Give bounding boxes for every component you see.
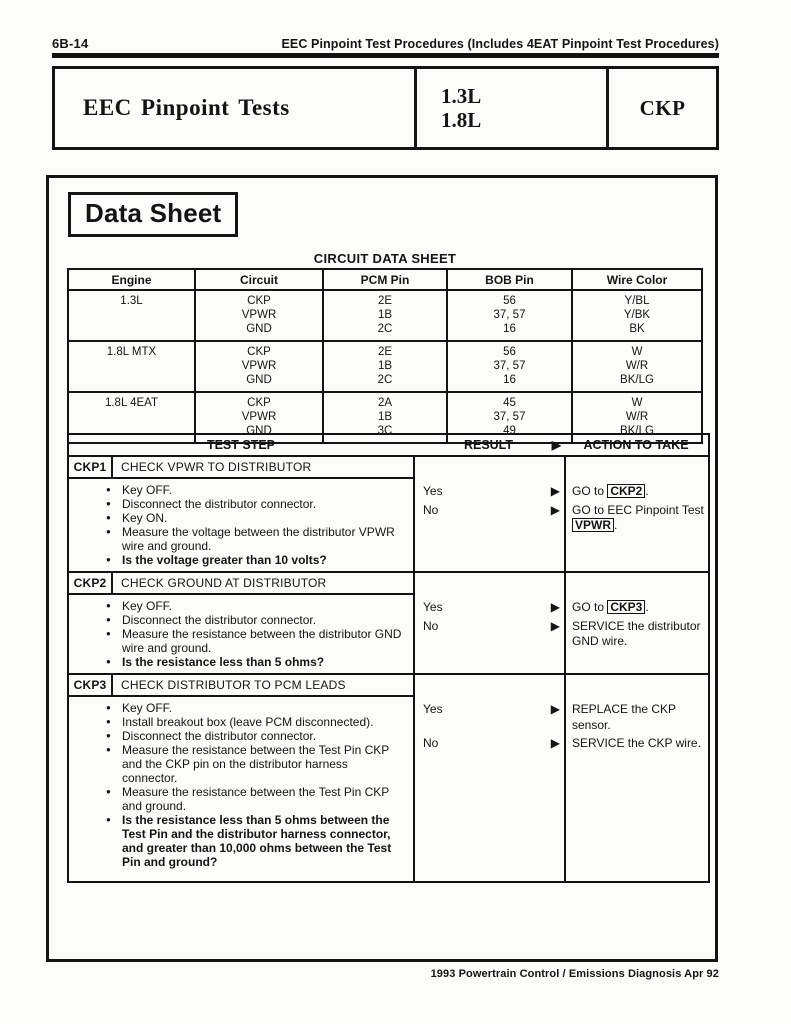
circuit-value: GND: [246, 374, 272, 386]
test-step-text: Disconnect the distributor connector.: [122, 613, 317, 627]
engine-cell: [69, 342, 196, 391]
bob-pin-value: 56: [503, 346, 516, 358]
result-cell: [413, 702, 564, 733]
test-step-item: [69, 743, 405, 785]
result-action-area: [413, 675, 708, 881]
action-column-header: ACTION TO TAKE: [583, 438, 689, 452]
wire-color-cell: [573, 291, 701, 340]
engine-value: 1.3L: [120, 295, 143, 307]
bullet-icon: ●: [106, 629, 111, 638]
action-cell: [564, 503, 708, 534]
test-step-text: Install breakout box (leave PCM disconnected).: [122, 715, 374, 729]
action-cell: [564, 600, 708, 616]
pcm-pin-cell: [324, 342, 448, 391]
wire-color-value: W/R: [625, 360, 649, 372]
bob-pin-cell: [448, 342, 573, 391]
bullet-icon: ●: [106, 499, 111, 508]
test-step-item: [69, 655, 405, 669]
test-step-text: Key OFF.: [122, 483, 173, 497]
circuit-value: GND: [246, 323, 272, 335]
test-step-heading: [69, 457, 413, 479]
test-table-body: [69, 457, 708, 881]
pcm-pin-value: 3C: [377, 425, 393, 437]
page-header: [52, 36, 719, 51]
circuit-column-header: Wire Color: [606, 273, 668, 287]
bullet-icon: ●: [106, 513, 111, 522]
bullet-icon: ●: [106, 815, 111, 824]
test-step-text: Is the resistance less than 5 ohms between the Test Pin and the distributor harness connector, and greater than 10,000 ohms between the Test Pin and ground?: [122, 813, 392, 869]
wire-color-value: W: [631, 346, 643, 358]
test-section-ckp3: [69, 675, 708, 881]
action-text: .: [645, 600, 649, 614]
header-rule: [52, 53, 719, 58]
circuit-table-header-row: [69, 270, 701, 291]
wire-color-value: BK/LG: [620, 425, 654, 437]
outcome-row: [413, 503, 708, 534]
test-step-item: [69, 627, 405, 655]
test-step-text: Disconnect the distributor connector.: [122, 497, 317, 511]
test-step-heading: [69, 675, 413, 697]
outcome-row: [413, 736, 708, 752]
result-cell: [413, 736, 564, 752]
test-step-cell: [69, 457, 413, 571]
wire-color-value: BK: [629, 323, 645, 335]
test-step-text: Is the voltage greater than 10 volts?: [122, 553, 327, 567]
bullet-icon: ●: [106, 615, 111, 624]
test-step-text: Measure the resistance between the Test Pin CKP and ground.: [122, 785, 390, 813]
pcm-pin-value: 1B: [377, 309, 393, 321]
test-step-title: CHECK GROUND AT DISTRIBUTOR: [121, 576, 327, 590]
result-column-header-label: RESULT: [463, 438, 514, 452]
result-answer: Yes: [423, 600, 443, 614]
engine-label: 1.3L: [441, 84, 482, 108]
circuit-column-header: PCM Pin: [324, 270, 448, 289]
page-footer: 1993 Powertrain Control / Emissions Diagnosis Apr 92: [430, 968, 719, 980]
engine-list: [417, 69, 609, 147]
test-step-item: [69, 497, 405, 511]
engine-label: 1.8L: [441, 108, 482, 132]
engine-value: 1.8L 4EAT: [104, 397, 159, 409]
circuit-value: CKP: [247, 295, 271, 307]
test-step-table: [67, 433, 710, 883]
action-text: GO to EEC Pinpoint Test: [572, 502, 704, 517]
pcm-pin-cell: [324, 291, 448, 340]
pcm-pin-value: 2C: [377, 323, 393, 335]
circuit-value: VPWR: [241, 360, 277, 372]
test-step-text: Key OFF.: [122, 599, 173, 613]
test-step-cell: [69, 573, 413, 673]
test-step-heading: [69, 573, 413, 595]
test-step-item: [69, 553, 405, 567]
bob-pin-value: 56: [503, 295, 516, 307]
result-answer: Yes: [423, 702, 443, 716]
bob-pin-value: 45: [503, 397, 516, 409]
result-action-area: [413, 573, 708, 673]
wire-color-value: BK/LG: [620, 374, 654, 386]
data-sheet-panel: [46, 175, 718, 962]
circuit-cell: [196, 342, 324, 391]
test-step-item: [69, 715, 405, 729]
test-reference-box: CKP2: [607, 484, 645, 498]
outcome-row: [413, 600, 708, 616]
bob-pin-value: 16: [503, 374, 516, 386]
test-step-item: [69, 813, 405, 869]
test-step-text: Measure the resistance between the Test Pin CKP and the CKP pin on the distributor harness connector.: [122, 743, 390, 785]
result-arrow-icon: ▶: [550, 736, 560, 750]
circuit-value: CKP: [247, 346, 271, 358]
action-text: GO to: [572, 600, 608, 614]
test-section-ckp1: [69, 457, 708, 573]
result-arrow-icon: ▶: [551, 438, 561, 452]
wire-color-value: Y/BL: [624, 295, 650, 307]
test-step-column-header: TEST STEP: [206, 438, 276, 452]
pcm-pin-value: 2A: [377, 397, 393, 409]
bullet-icon: ●: [106, 555, 111, 564]
test-step-cell: [69, 675, 413, 881]
circuit-table-body: [69, 291, 701, 442]
test-step-item: [69, 785, 405, 813]
circuit-value: CKP: [247, 397, 271, 409]
result-column-header: [413, 435, 564, 455]
action-text: .: [614, 518, 618, 532]
action-cell: [564, 702, 708, 733]
circuit-data-table: [67, 268, 703, 444]
test-step-text: Measure the voltage between the distributor VPWR wire and ground.: [122, 525, 395, 553]
page-number: 6B-14: [52, 36, 89, 51]
test-step-item: [69, 511, 405, 525]
test-step-item: [69, 729, 405, 743]
bob-pin-value: 37, 57: [493, 360, 526, 372]
bullet-icon: ●: [106, 787, 111, 796]
circuit-value: VPWR: [241, 309, 277, 321]
bob-pin-cell: [448, 291, 573, 340]
bullet-icon: ●: [106, 731, 111, 740]
data-sheet-heading-label: Data Sheet: [85, 198, 222, 228]
test-step-text: Measure the resistance between the distributor GND wire and ground.: [122, 627, 402, 655]
pcm-pin-value: 1B: [377, 411, 393, 423]
result-arrow-icon: ▶: [550, 600, 560, 614]
test-step-bullet-list: [69, 697, 413, 873]
test-code: CKP: [639, 95, 686, 120]
circuit-column-header: Engine: [69, 270, 196, 289]
pinpoint-title-box: [52, 66, 719, 150]
result-answer: Yes: [423, 484, 443, 498]
engine-value: 1.8L MTX: [106, 346, 157, 358]
bob-pin-value: 37, 57: [493, 411, 526, 423]
bob-pin-value: 16: [503, 323, 516, 335]
bullet-icon: ●: [106, 527, 111, 536]
action-cell: [564, 736, 708, 752]
wire-color-value: W/R: [625, 411, 649, 423]
result-answer: No: [423, 502, 439, 517]
bob-pin-value: 49: [503, 425, 516, 437]
test-step-text: Key ON.: [122, 511, 168, 525]
action-cell: [564, 619, 708, 650]
test-reference-box: CKP3: [607, 600, 645, 614]
wire-color-cell: [573, 342, 701, 391]
test-reference-box: VPWR: [572, 518, 614, 532]
result-arrow-icon: ▶: [550, 702, 560, 716]
test-group-title: EEC Pinpoint Tests: [55, 69, 417, 147]
data-sheet-heading: [68, 192, 238, 237]
action-text: SERVICE the CKP wire.: [572, 736, 701, 750]
outcome-row: [413, 484, 708, 500]
circuit-column-header: BOB Pin: [448, 270, 573, 289]
pcm-pin-value: 2E: [377, 295, 393, 307]
circuit-table-title: CIRCUIT DATA SHEET: [313, 251, 457, 266]
test-step-item: [69, 483, 405, 497]
action-cell: [564, 484, 708, 500]
outcome-row: [413, 702, 708, 733]
test-step-id: CKP3: [69, 675, 113, 695]
outcome-row: [413, 619, 708, 650]
test-step-item: [69, 525, 405, 553]
result-arrow-icon: ▶: [550, 484, 560, 498]
test-step-text: Disconnect the distributor connector.: [122, 729, 317, 743]
test-step-item: [69, 613, 405, 627]
wire-color-value: Y/BK: [623, 309, 651, 321]
action-text: REPLACE the CKP sensor.: [572, 702, 676, 732]
result-cell: [413, 503, 564, 534]
result-cell: [413, 619, 564, 650]
result-answer: No: [423, 618, 439, 633]
result-answer: No: [423, 736, 439, 750]
test-step-bullet-list: [69, 479, 413, 571]
circuit-value: VPWR: [241, 411, 277, 423]
test-step-id: CKP1: [69, 457, 113, 477]
pcm-pin-value: 2E: [377, 346, 393, 358]
test-section-ckp2: [69, 573, 708, 675]
test-table-header-row: [69, 435, 708, 457]
wire-color-value: W: [631, 397, 643, 409]
test-step-item: [69, 599, 405, 613]
bullet-icon: ●: [106, 657, 111, 666]
circuit-value: GND: [246, 425, 272, 437]
circuit-table-row: [69, 291, 701, 342]
result-arrow-icon: ▶: [550, 502, 560, 517]
pcm-pin-value: 1B: [377, 360, 393, 372]
action-text: SERVICE the distributor GND wire.: [572, 618, 701, 648]
bullet-icon: ●: [106, 745, 111, 754]
bullet-icon: ●: [106, 485, 111, 494]
result-cell: [413, 484, 564, 500]
circuit-cell: [196, 291, 324, 340]
test-step-item: [69, 701, 405, 715]
pcm-pin-value: 2C: [377, 374, 393, 386]
result-cell: [413, 600, 564, 616]
test-step-text: Is the resistance less than 5 ohms?: [122, 655, 325, 669]
action-text: .: [645, 484, 649, 498]
action-text: GO to: [572, 484, 608, 498]
result-arrow-icon: ▶: [550, 618, 560, 633]
engine-cell: [69, 291, 196, 340]
test-step-text: Key OFF.: [122, 701, 173, 715]
bob-pin-value: 37, 57: [493, 309, 526, 321]
test-step-title: CHECK DISTRIBUTOR TO PCM LEADS: [121, 678, 346, 692]
test-step-bullet-list: [69, 595, 413, 673]
bullet-icon: ●: [106, 717, 111, 726]
bullet-icon: ●: [106, 703, 111, 712]
result-action-area: [413, 457, 708, 571]
circuit-table-row: [69, 342, 701, 393]
test-step-id: CKP2: [69, 573, 113, 593]
page-header-title: EEC Pinpoint Test Procedures (Includes 4EAT Pinpoint Test Procedures): [281, 37, 719, 51]
test-step-title: CHECK VPWR TO DISTRIBUTOR: [121, 460, 312, 474]
circuit-column-header: Circuit: [196, 270, 324, 289]
bullet-icon: ●: [106, 601, 111, 610]
